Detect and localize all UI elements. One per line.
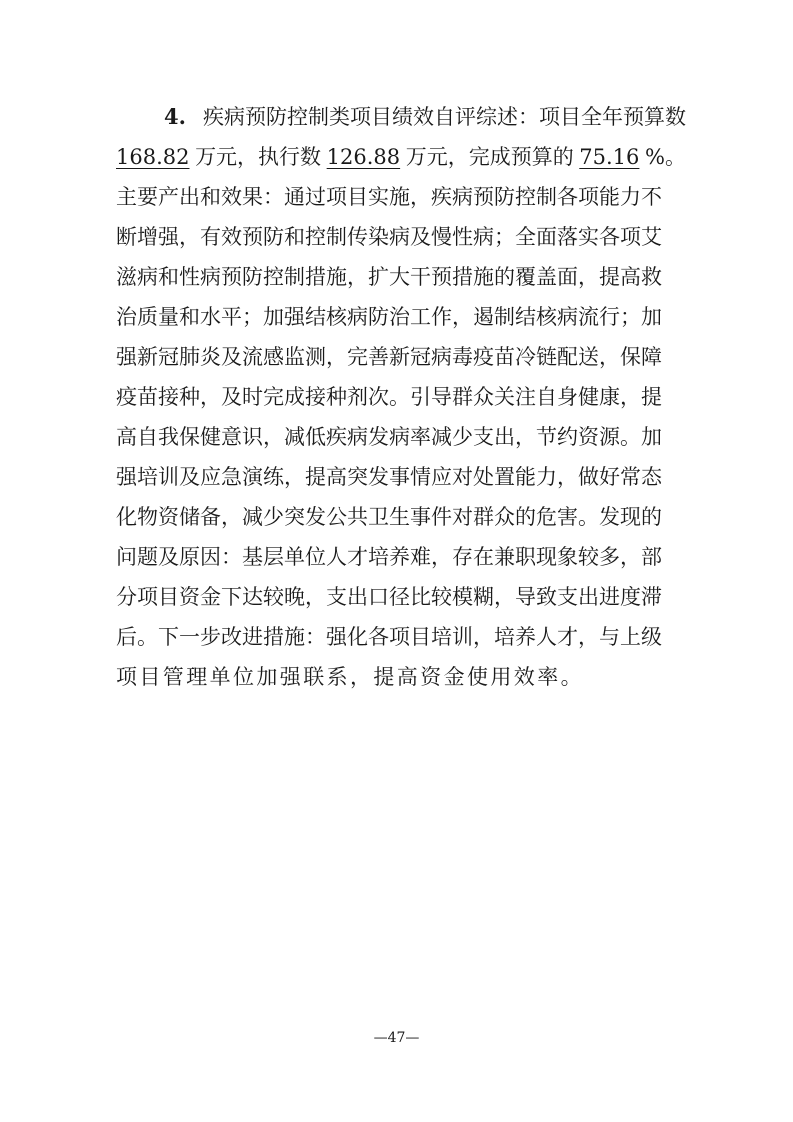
line-text: 疾病预防控制类项目绩效自评综述：项目全年预算数: [203, 105, 686, 129]
line-text: 治质量和水平；加强结核病防治工作，遏制结核病流行；加: [116, 305, 662, 329]
line-text: 项目管理单位加强联系，提高资金使用效率。: [116, 665, 584, 689]
line-text: 主要产出和效果：通过项目实施，疾病预防控制各项能力不: [116, 185, 662, 209]
paragraph-line: [116, 457, 686, 497]
budget-line: [116, 137, 686, 177]
executed-value: 126.88: [326, 145, 401, 169]
budget-value: 168.82: [116, 145, 190, 169]
paragraph-line: [116, 577, 686, 617]
paragraph-line: [116, 337, 686, 377]
line-text: 问题及原因：基层单位人才培养难，存在兼职现象较多，部: [116, 545, 662, 569]
paragraph-line: [116, 297, 686, 337]
completion-rate-value: 75.16: [579, 145, 640, 169]
budget-text-b: 万元，完成预算的: [405, 145, 574, 169]
paragraph-line: [116, 217, 686, 257]
line-text: 滋病和性病预防控制措施，扩大干预措施的覆盖面，提高救: [116, 265, 662, 289]
paragraph-line: [116, 657, 686, 697]
line-text: 疫苗接种，及时完成接种剂次。引导群众关注自身健康，提: [116, 385, 662, 409]
paragraph-line: [116, 617, 686, 657]
paragraph-line: [116, 417, 686, 457]
line-text: 断增强，有效预防和控制传染病及慢性病；全面落实各项艾: [116, 225, 662, 249]
page-number: —47—: [373, 1030, 420, 1046]
line-text: 分项目资金下达较晚，支出口径比较模糊，导致支出进度滞: [116, 585, 662, 609]
paragraph-line: [116, 497, 686, 537]
line-text: 后。下一步改进措施：强化各项目培训，培养人才，与上级: [116, 625, 662, 649]
line-text: 强新冠肺炎及流感监测，完善新冠病毒疫苗冷链配送，保障: [116, 345, 662, 369]
document-body: [116, 97, 686, 697]
budget-text-a: 万元，执行数: [195, 145, 322, 169]
line-text: 高自我保健意识，减低疾病发病率减少支出，节约资源。加: [116, 425, 662, 449]
paragraph-line: [116, 177, 686, 217]
line-text: 强培训及应急演练，提高突发事情应对处置能力，做好常态: [116, 465, 662, 489]
budget-text-c: %。: [644, 145, 686, 169]
paragraph-line: [116, 537, 686, 577]
paragraph-line: [116, 377, 686, 417]
paragraph-line: [116, 257, 686, 297]
line-text: 化物资储备，减少突发公共卫生事件对群众的危害。发现的: [116, 505, 662, 529]
section-number: 4.: [164, 104, 186, 129]
paragraph-line: [116, 97, 686, 137]
